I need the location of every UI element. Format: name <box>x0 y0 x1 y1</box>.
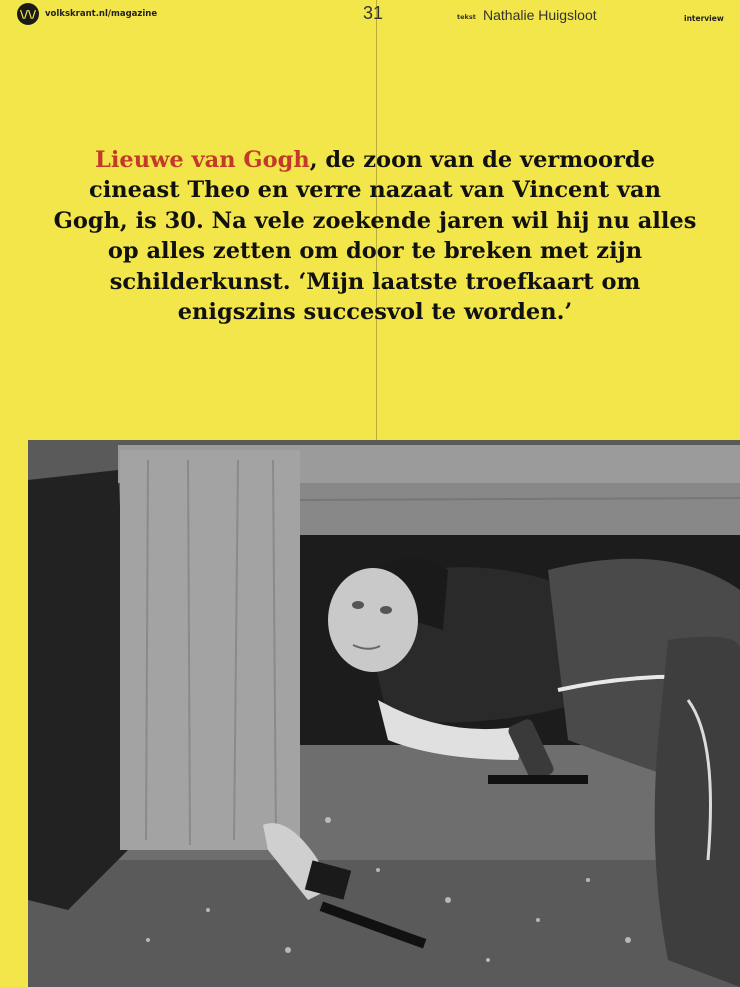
subject-name: Lieuwe van Gogh <box>95 146 310 173</box>
section-label: interview <box>684 14 724 23</box>
site-url: volkskrant.nl/magazine <box>45 9 158 19</box>
intro-paragraph <box>50 145 700 328</box>
byline-name: Nathalie Huigsloot <box>483 7 597 23</box>
page-header <box>0 0 740 34</box>
page-number: 31 <box>363 3 384 23</box>
byline-label: tekst <box>457 13 476 21</box>
volkskrant-logo-icon: \/\/ <box>17 3 39 25</box>
article-photo <box>28 440 740 987</box>
intro-text: , de zoon van de vermoorde cineast Theo en verre nazaat van Vincent van Gogh, is 30. Na vele zoekende jaren wil hij nu alles op alles zetten om door te breken met zijn schilderkunst. ‘Mijn laatste troefkaart om enigszins succesvol te worden.’ <box>53 146 697 325</box>
